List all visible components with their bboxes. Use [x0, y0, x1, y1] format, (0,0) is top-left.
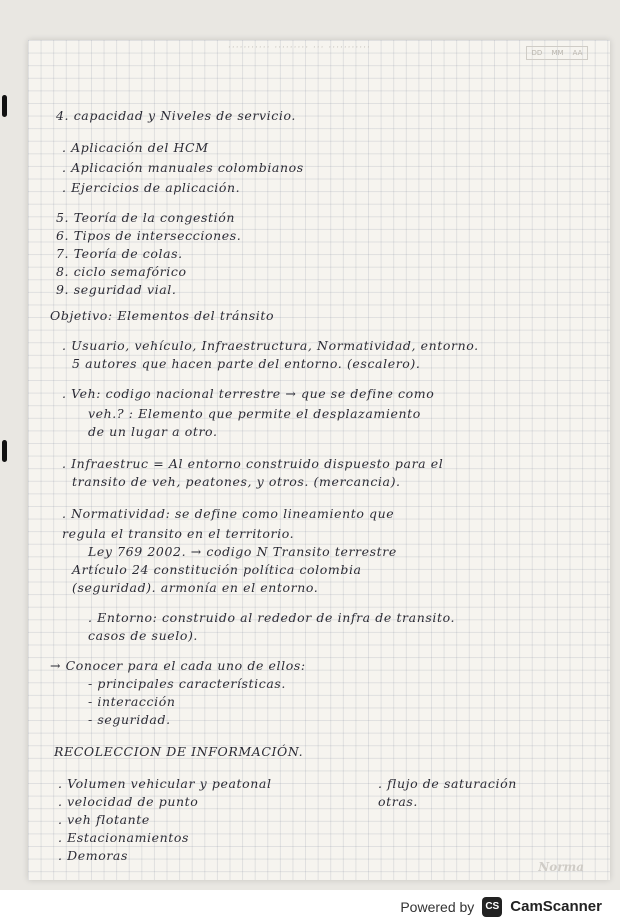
note-line: - principales características.	[88, 676, 287, 691]
note-line: - interacción	[88, 694, 176, 709]
note-line: . Normatividad: se define como lineamiento que	[62, 506, 395, 521]
note-line: . Aplicación del HCM	[62, 140, 209, 155]
note-line: . velocidad de punto	[58, 794, 199, 809]
note-line: 6. Tipos de intersecciones.	[56, 228, 242, 243]
note-line: . Estacionamientos	[58, 830, 190, 845]
binder-hole-top	[2, 95, 7, 117]
note-line: . flujo de saturación	[378, 776, 517, 791]
note-line: (seguridad). armonía en el entorno.	[72, 580, 319, 595]
note-line: de un lugar a otro.	[88, 424, 218, 439]
date-month: MM	[551, 49, 564, 57]
note-line: otras.	[378, 794, 418, 809]
notebook-page	[28, 40, 610, 880]
camscanner-icon: CS	[482, 897, 502, 917]
note-line: casos de suelo).	[88, 628, 198, 643]
header-faint-text: ··········· ········· ··· ···········	[228, 43, 371, 53]
note-line: - seguridad.	[88, 712, 171, 727]
note-line: . Infraestruc = Al entorno construido dispuesto para el	[62, 456, 444, 471]
note-line: 5 autores que hacen parte del entorno. (escalero).	[72, 356, 421, 371]
date-year: AA	[572, 49, 583, 57]
note-line: . Demoras	[58, 848, 128, 863]
section-heading: Objetivo: Elementos del tránsito	[50, 308, 275, 323]
note-line: veh.? : Elemento que permite el desplazamiento	[88, 406, 421, 421]
section-heading: RECOLECCION DE INFORMACIÓN.	[54, 744, 304, 759]
note-line: 8. ciclo semafórico	[56, 264, 187, 279]
date-day: DD	[531, 49, 543, 57]
note-line: Ley 769 2002. → codigo N Transito terrestre	[88, 544, 397, 559]
norma-logo: Norma	[538, 860, 584, 874]
note-line: . Volumen vehicular y peatonal	[58, 776, 272, 791]
note-line: Artículo 24 constitución política colombia	[72, 562, 362, 577]
note-line: . veh flotante	[58, 812, 150, 827]
note-line: 7. Teoría de colas.	[56, 246, 183, 261]
note-line: . Ejercicios de aplicación.	[62, 180, 241, 195]
note-line: . Usuario, vehículo, Infraestructura, Normatividad, entorno.	[62, 338, 479, 353]
note-line: 5. Teoría de la congestión	[56, 210, 235, 225]
date-box	[526, 46, 588, 60]
note-line: 4. capacidad y Niveles de servicio.	[56, 108, 296, 123]
note-line: . Entorno: construido al rededor de infra de transito.	[88, 610, 456, 625]
camscanner-footer	[0, 890, 620, 923]
note-line: transito de veh, peatones, y otros. (mercancia).	[72, 474, 401, 489]
note-line: . Aplicación manuales colombianos	[62, 160, 304, 175]
note-line: → Conocer para el cada uno de ellos:	[50, 658, 306, 673]
camscanner-brand: CamScanner	[510, 898, 602, 915]
note-line: 9. seguridad vial.	[56, 282, 177, 297]
binder-hole-bottom	[2, 440, 7, 462]
powered-by-text: Powered by	[400, 898, 475, 915]
note-line: regula el transito en el territorio.	[62, 526, 295, 541]
note-line: . Veh: codigo nacional terrestre → que se define como	[62, 386, 435, 401]
